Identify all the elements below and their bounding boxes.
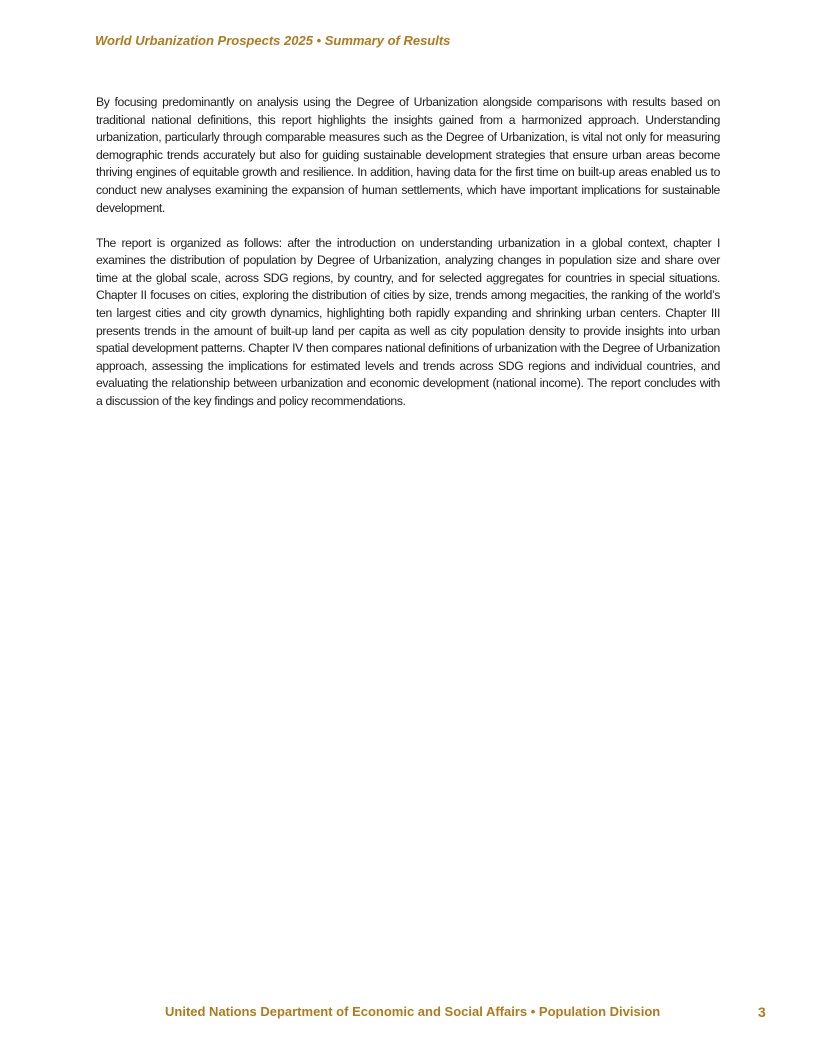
paragraph: The report is organized as follows: after the introduction on understanding urbanization in a global context, chapter I examines the distribution of population by Degree of Urbanization, analyzing changes in population size and share over time at the global scale, across SDG regions, by country, and for selected aggregates for countries in special situations. Chapter II focuses on cities, exploring the distribution of cities by size, trends among megacities, the ranking of the world’s ten largest cities and city growth dynamics, highlighting both rapidly expanding and shrinking urban centers. Chapter III presents trends in the amount of built-up land per capita as well as city population density to provide insights into urban spatial development patterns. Chapter IV then compares national definitions of urbanization with the Degree of Urbanization approach, assessing the implications for estimated levels and trends across SDG regions and individual countries, and evaluating the relationship between urbanization and economic development (national income). The report concludes with a discussion of the key findings and policy recommendations. <box>96 235 720 408</box>
body-text <box>96 94 720 428</box>
running-footer: United Nations Department of Economic and Social Affairs • Population Division <box>165 1004 661 1019</box>
page-number: 3 <box>758 1004 766 1020</box>
running-header: World Urbanization Prospects 2025 • Summary of Results <box>95 33 451 48</box>
paragraph: By focusing predominantly on analysis using the Degree of Urbanization alongside comparisons with results based on traditional national definitions, this report highlights the insights gained from a harmonized approach. Understanding urbanization, particularly through comparable measures such as the Degree of Urbanization, is vital not only for measuring demographic trends accurately but also for guiding sustainable development strategies that ensure urban areas become thriving engines of equitable growth and resilience. In addition, having data for the first time on built-up areas enabled us to conduct new analyses examining the expansion of human settlements, which have important implications for sustainable development. <box>96 95 720 215</box>
